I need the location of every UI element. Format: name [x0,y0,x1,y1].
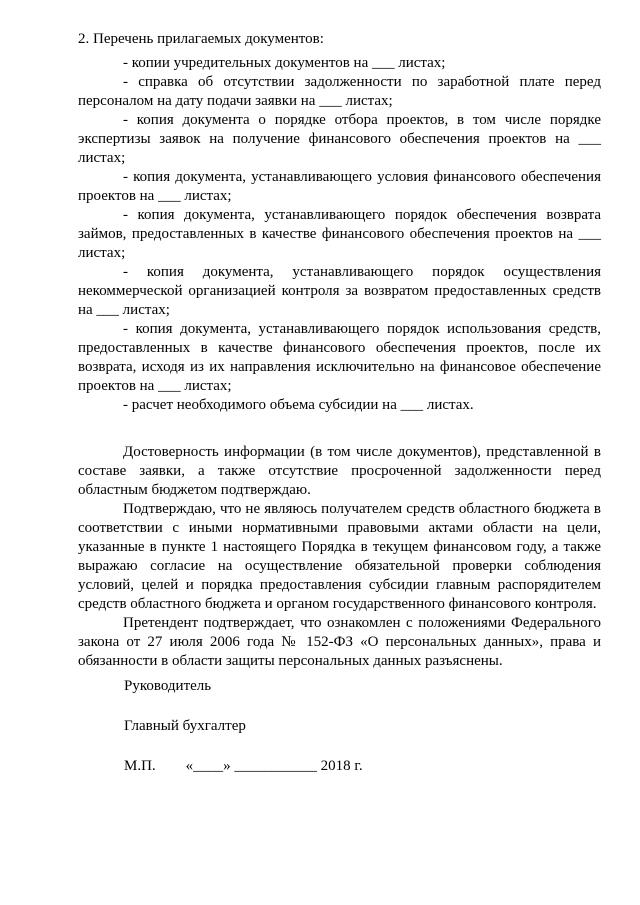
list-item: - копии учредительных документов на ___ листах; [123,55,446,71]
reliability-paragraph: Достоверность информации (в том числе документов), представленной в составе заявки, а также отсутствие просроченной задолженности перед областным бюджетом подтверждаю. [78,444,601,498]
list-item: - копия документа, устанавливающего порядок использования средств, предоставленных в качестве финансового обеспечения проектов, после их возврата, исходя из их направления исключительно на финансовое обеспечение проектов на ___ листах; [78,321,601,394]
list-item: - копия документа о порядке отбора проектов, в том числе порядке экспертизы заявок на получение финансового обеспечения проектов на ___ листах; [78,112,601,166]
list-item: - копия документа, устанавливающего порядок осуществления некоммерческой организацией контроля за возвратом предоставленных средств на ___ листах; [78,264,601,318]
confirmation-paragraph: Подтверждаю, что не являюсь получателем средств областного бюджета в соответствии с иными нормативными правовыми актами области на цели, указанные в пункте 1 настоящего Порядка в текущем финансовом году, а также выражаю согласие на осуществление обязательной проверки соблюдения условий, целей и порядка предоставления субсидии главным распорядителем средств областного бюджета и органом государственного финансового контроля. [78,501,601,612]
date-field: «____» ___________ 2018 г. [185,758,363,774]
spacer [78,415,601,443]
list-item: - копия документа, устанавливающего порядок обеспечения возврата займов, предоставленных в качестве финансового обеспечения проектов на ___ листах; [78,207,601,261]
chief-accountant-signature-label: Главный бухгалтер [124,718,246,734]
seal-label: М.П. [124,758,156,774]
documents-list [78,54,601,415]
personal-data-paragraph: Претендент подтверждает, что ознакомлен с положениями Федерального закона от 27 июля 2006 года № 152-ФЗ «О персональных данных», права и обязанности в области защиты персональных данных разъяснены. [78,615,601,669]
document-page [78,30,601,671]
list-item: - копия документа, устанавливающего условия финансового обеспечения проектов на ___ листах; [78,169,601,204]
section-heading: 2. Перечень прилагаемых документов: [78,31,324,47]
seal-date-row [124,757,363,775]
head-signature-label: Руководитель [124,678,212,694]
list-item: - расчет необходимого объема субсидии на ___ листах. [123,397,474,413]
signature-block [124,677,363,775]
list-item: - справка об отсутствии задолженности по заработной плате перед персоналом на дату подачи заявки на ___ листах; [78,74,601,109]
